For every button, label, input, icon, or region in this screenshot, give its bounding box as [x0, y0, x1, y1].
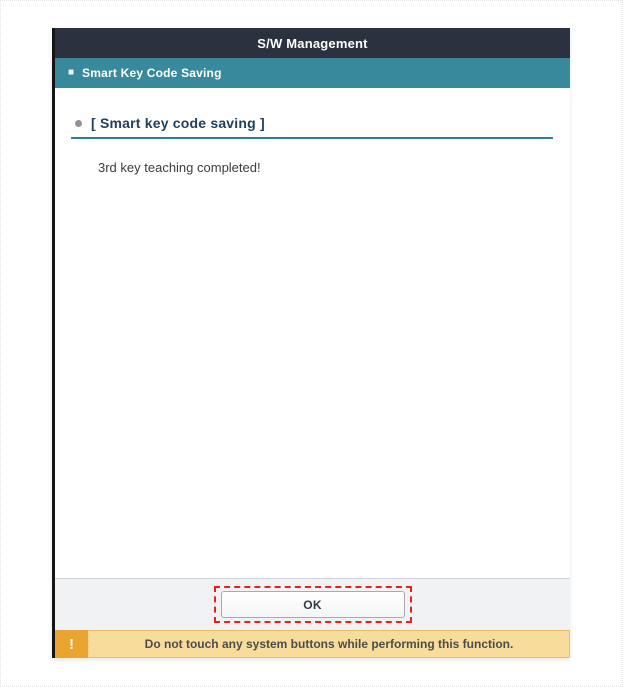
warning-exclamation-icon: ! [55, 630, 88, 658]
warning-bar [55, 630, 570, 658]
status-message: 3rd key teaching completed! [98, 160, 261, 175]
circle-bullet-icon [75, 120, 82, 127]
ok-button[interactable]: OK [221, 591, 405, 618]
function-header-label: Smart Key Code Saving [82, 66, 222, 80]
window-title-bar [55, 28, 570, 58]
ok-button-annotation-highlight [214, 586, 412, 623]
footer-button-bar [55, 578, 570, 630]
window-title: S/W Management [257, 35, 368, 51]
square-bullet-icon: ■ [68, 66, 75, 78]
sw-management-window [52, 28, 570, 658]
section-header [75, 115, 570, 131]
warning-message: Do not touch any system buttons while performing this function. [144, 637, 514, 651]
function-header-bar [55, 58, 570, 88]
content-area [55, 88, 570, 578]
section-underline [71, 137, 553, 139]
section-title: [ Smart key code saving ] [91, 115, 265, 131]
warning-text-box [88, 630, 570, 658]
